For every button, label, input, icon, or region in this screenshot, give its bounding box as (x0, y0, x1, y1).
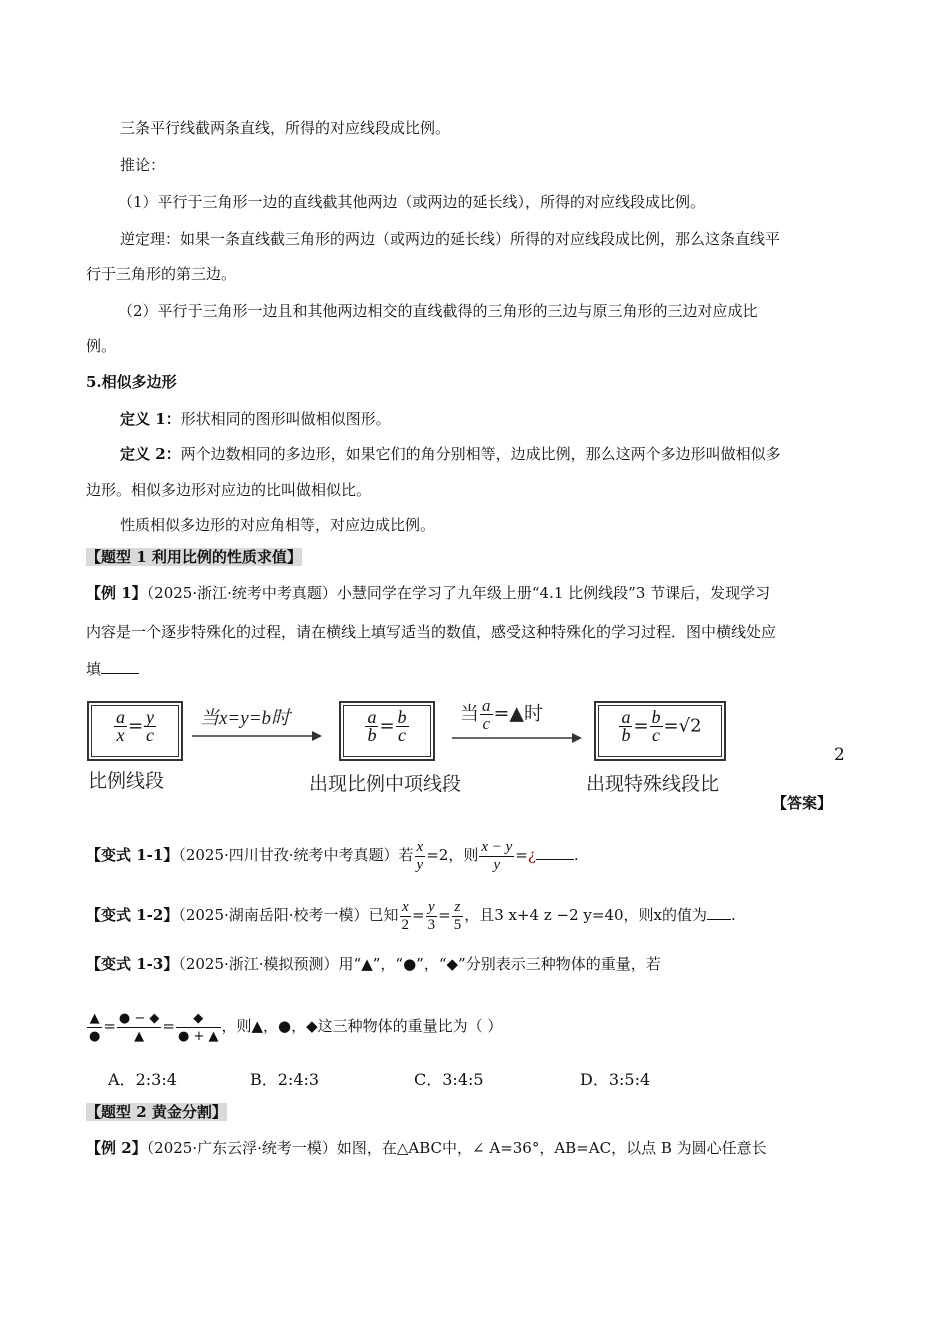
fraction: $\frac{● - ◆}{▲}$ (118, 1010, 160, 1044)
fraction: $\frac{▲}{●}$ (89, 1010, 101, 1044)
paragraph-line: 逆定理：如果一条直线截三角形的两边（或两边的延长线）所得的对应线段成比例，那么这条直线平 (120, 230, 781, 248)
example-1-line: 内容是一个逐步特殊化的过程，请在横线上填写适当的数值，感受这种特殊化的学习过程．图中横线处应 (86, 623, 777, 641)
option-d[interactable]: D．3:5:4 (580, 1070, 651, 1089)
variant-text: （2025·浙江·模拟预测）用“▲”，“●”，“◆”分别表示三种物体的重量，若 (178, 955, 661, 973)
example-text: （2025·浙江·统考中考真题）小慧同学在学习了九年级上册“4.1 比例线段”3 节课后，发现学习 (146, 584, 771, 602)
paragraph-line: 行于三角形的第三边。 (86, 265, 237, 283)
option-c[interactable]: C．3:4:5 (414, 1070, 484, 1089)
box-caption: 出现比例中项线段 (309, 773, 462, 795)
paragraph-line: （2）平行于三角形一边且和其他两边相交的直线截得的三角形的三边与原三角形的三边对应成比 (118, 302, 758, 320)
type-heading-label: 【题型 1 利用比例的性质求值】 (86, 548, 302, 566)
fraction: $\frac{b}{c}$ (397, 707, 407, 745)
fraction: $\frac{b}{c}$ (651, 707, 661, 745)
variant-source: （2025·湖南岳阳·校考一模）已知 (178, 906, 399, 924)
answer-blank[interactable] (536, 845, 574, 860)
variant-1-3 (86, 954, 661, 974)
glyph: ¿ (527, 846, 536, 864)
example-2-line (86, 1138, 767, 1158)
example-text: 填 (86, 660, 102, 678)
definition-text: 两个边数相同的多边形，如果它们的角分别相等，边成比例，那么这两个多边形叫做相似多 (180, 445, 781, 463)
example-label: 【例 2】 (86, 1139, 147, 1157)
formula-box-2: $\frac{a}{b}$ = $\frac{b}{c}$ (339, 701, 435, 761)
arrow-head (312, 731, 322, 741)
formula-box-1: $\frac{a}{x}$ = $\frac{y}{c}$ (87, 701, 183, 761)
fraction: $\frac{y}{3}$ (427, 898, 436, 933)
fraction: $\frac{x - y}{y}$ (481, 838, 513, 873)
answer-value: 2 (834, 745, 845, 765)
fraction: $\frac{a}{b}$ (367, 707, 377, 745)
answer-blank[interactable] (707, 905, 731, 920)
fraction: $\frac{z}{5}$ (453, 898, 462, 933)
type-heading (86, 1102, 227, 1122)
section-heading: 5.相似多边形 (86, 373, 177, 391)
variant-label: 【变式 1-3】 (86, 955, 179, 973)
type-heading-label: 【题型 2 黄金分割】 (86, 1103, 227, 1121)
box-caption: 出现特殊线段比 (586, 773, 720, 795)
definition-text: 形状相同的图形叫做相似图形。 (180, 410, 391, 428)
example-label: 【例 1】 (86, 584, 147, 602)
fraction: $\frac{x}{2}$ (401, 898, 410, 933)
variant-label: 【变式 1-2】 (86, 906, 179, 924)
fraction: $\frac{y}{c}$ (146, 707, 155, 745)
paragraph-line: 推论： (120, 156, 166, 174)
definition-2-cont: 边形。相似多边形对应边的比叫做相似比。 (86, 481, 372, 499)
fraction: $\frac{a}{b}$ (621, 707, 631, 745)
option-a[interactable]: A．2:3:4 (108, 1070, 177, 1089)
definition-label: 定义 1： (120, 410, 181, 428)
definition-label: 定义 2： (120, 445, 181, 463)
variant-1-3-formula: $\frac{▲}{●}$ = $\frac{● - ◆}{▲}$ = $\frac{◆}{● + ▲}$ ，则▲，●，◆这三种物体的重量比为（ ） (89, 1010, 503, 1044)
paragraph-line: 例。 (86, 337, 117, 355)
variant-1-1: 【变式 1-1】（2025·四川甘孜·统考中考真题）若 $\frac{x}{y}$ =2，则 $\frac{x - y}{y}$ =¿ . (86, 838, 579, 873)
variant-source: （2025·四川甘孜·统考中考真题）若 (178, 846, 414, 864)
condition-label: 当x=y=b时 (200, 708, 291, 729)
property-line: 性质相似多边形的对应角相等，对应边成比例。 (120, 516, 436, 534)
paragraph-line: 三条平行线截两条直线，所得的对应线段成比例。 (120, 119, 451, 137)
answer-label: 【答案】 (772, 794, 833, 812)
formula-box-3: $\frac{a}{b}$ = $\frac{b}{c}$ =√2 (594, 701, 726, 761)
example-text: （2025·广东云浮·统考一模）如图，在△ABC中，∠ A=36°，AB=AC，以点 B 为圆心任意长 (146, 1139, 767, 1157)
variant-label: 【变式 1-1】 (86, 846, 179, 864)
fraction: $\frac{x}{y}$ (416, 838, 424, 873)
box-caption: 比例线段 (88, 770, 165, 792)
fraction: $\frac{◆}{● + ▲}$ (178, 1010, 219, 1044)
arrow-head (572, 733, 582, 743)
fraction: $\frac{a}{x}$ (115, 707, 125, 745)
variant-1-2: 【变式 1-2】（2025·湖南岳阳·校考一模）已知 $\frac{x}{2}$ = $\frac{y}{3}$ = $\frac{z}{5}$ ，且3 x+4 z −2 y=40，则x的值为 . (86, 898, 736, 933)
paragraph-line: （1）平行于三角形一边的直线截其他两边（或两边的延长线），所得的对应线段成比例。 (118, 193, 706, 211)
option-b[interactable]: B．2:4:3 (250, 1070, 320, 1089)
condition-label: 当 $\frac{a}{c}$ =▲时 (460, 696, 544, 733)
